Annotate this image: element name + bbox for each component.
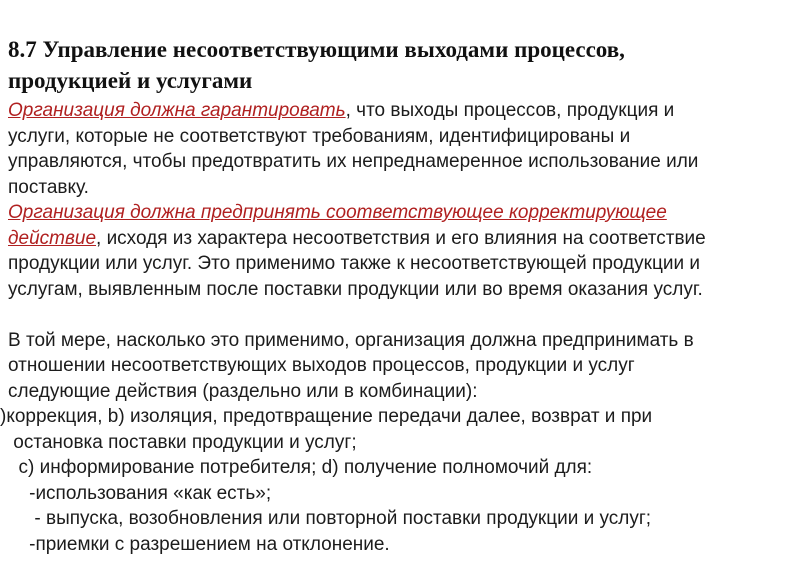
action-subitem-3: -приемки с разрешением на отклонение. <box>8 533 390 555</box>
action-item-a-cont: остановка поставки продукции и услуг; <box>8 431 357 453</box>
paragraph-2-line-4: услугам, выявленным после поставки продукции или во время оказания услуг. <box>8 278 703 300</box>
text-span: , что выходы процессов, продукция и <box>345 100 675 121</box>
paragraph-1-line-3: управляются, чтобы предотвратить их непреднамеренное использование или <box>8 151 699 172</box>
requirement-highlight: Организация должна гарантировать <box>8 100 346 121</box>
paragraph-1-line-2: услуги, которые не соответствуют требованиям, идентифицированы и <box>8 125 631 147</box>
spacer <box>8 302 800 328</box>
paragraph-3-line-3: следующие действия (раздельно или в комбинации): <box>8 380 478 402</box>
text-span: , исходя из характера несоответствия и его влияния на соответствие <box>96 227 706 249</box>
section-heading <box>8 34 798 96</box>
paragraph-3-line-2: отношении несоответствующих выходов процессов, продукции и услуг <box>8 355 635 376</box>
document-body <box>0 98 800 557</box>
paragraph-1-line-4: поставку. <box>8 176 89 198</box>
heading-line-1: 8.7 Управление несоответствующими выходами процессов, <box>8 37 625 62</box>
heading-line-2: продукцией и услугами <box>8 68 253 93</box>
requirement-highlight: Организация должна предпринять соответствующее корректирующее <box>8 202 667 223</box>
paragraph-1-line-1 <box>8 98 800 124</box>
action-subitem-1: -использования «как есть»; <box>8 482 272 504</box>
action-subitem-2: - выпуска, возобновления или повторной поставки продукции и услуг; <box>8 508 652 529</box>
paragraph-2-line-2 <box>8 226 800 252</box>
paragraph-2-line-1 <box>8 200 800 226</box>
action-item-c: c) информирование потребителя; d) получение полномочий для: <box>8 457 593 478</box>
action-item-a: )коррекция, b) изоляция, предотвращение передачи далее, возврат и при <box>0 406 653 427</box>
requirement-highlight: действие <box>8 227 97 249</box>
paragraph-3-line-1: В той мере, насколько это применимо, организация должна предпринимать в <box>8 329 694 351</box>
paragraph-2-line-3: продукции или услуг. Это применимо также к несоответствующей продукции и <box>8 253 700 274</box>
